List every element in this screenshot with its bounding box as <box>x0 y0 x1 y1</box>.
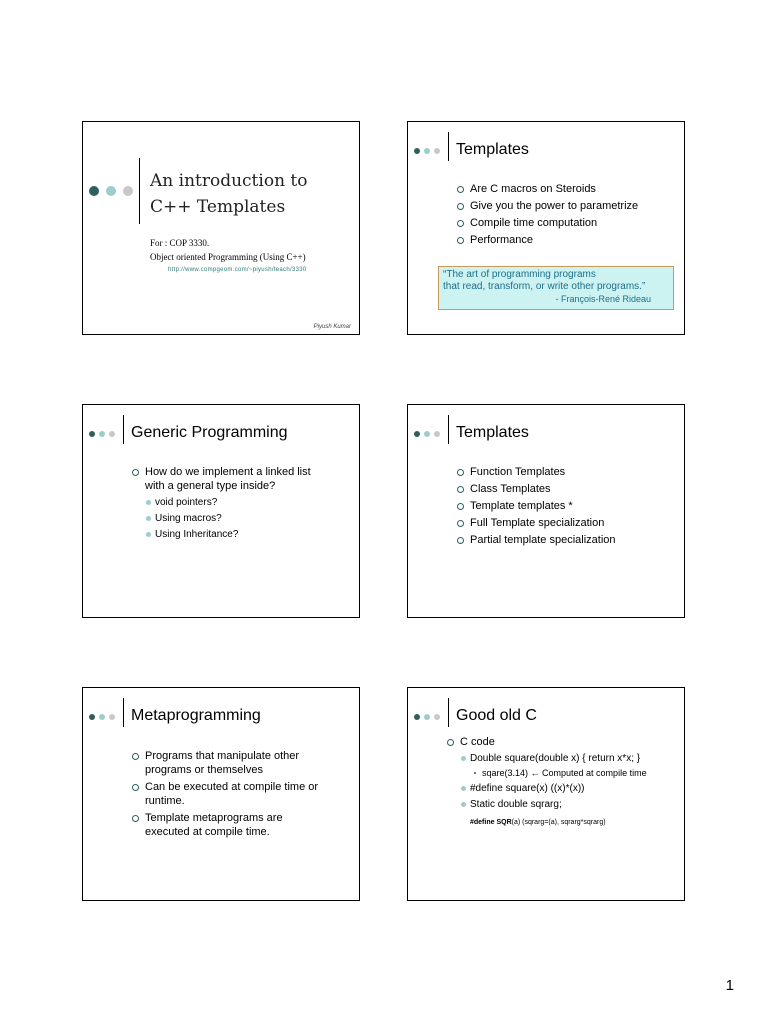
slide-dots-decoration <box>414 148 444 154</box>
title-divider <box>139 158 140 224</box>
bullet-list <box>446 735 495 752</box>
title-divider <box>123 698 124 727</box>
slide-dots-decoration <box>89 431 119 437</box>
list-item: Programs that manipulate other programs or themselves <box>131 749 318 777</box>
slide-dots-decoration <box>89 186 140 196</box>
list-item: Function Templates <box>456 465 616 479</box>
list-item: Template templates * <box>456 499 616 513</box>
slide-dots-decoration <box>414 714 444 720</box>
title-divider <box>123 415 124 444</box>
list-item: Are C macros on Steroids <box>456 182 638 196</box>
slide-dots-decoration <box>414 431 444 437</box>
author-name: Piyush Kumar <box>313 324 351 330</box>
slide-templates-intro <box>407 121 685 335</box>
bullet-list <box>456 465 616 550</box>
slide-intro <box>82 121 360 335</box>
quote-box: “The art of programming programs that read, transform, or write other programs.” - François-René Rideau <box>438 266 674 310</box>
bullet-list <box>131 749 318 842</box>
list-item: Partial template specialization <box>456 533 616 547</box>
bullet-list <box>131 465 311 496</box>
list-item: void pointers? <box>145 496 238 509</box>
slide-metaprogramming <box>82 687 360 901</box>
list-item: Template metaprograms are executed at compile time. <box>131 811 318 839</box>
list-item: Using macros? <box>145 512 238 525</box>
slide-templates-list <box>407 404 685 618</box>
course-url: http://www.compgeom.com/~piyush/teach/3330 <box>168 267 307 273</box>
bullet-list <box>456 182 638 250</box>
list-item: Double square(double x) { return x*x; } <box>460 752 640 765</box>
list-item: How do we implement a linked list with a general type inside? <box>131 465 311 493</box>
code-snippet: #define SQR(a) (sqrarg=(a), sqrarg*sqrarg) <box>470 819 606 826</box>
sub-bullet-list <box>145 496 238 544</box>
slide-title: Good old C <box>456 707 537 724</box>
slide-good-old-c <box>407 687 685 901</box>
page-number: 1 <box>725 977 734 994</box>
list-item: sqare(3.14) ← Computed at compile time <box>472 767 647 779</box>
slide-dots-decoration <box>89 714 119 720</box>
list-item: Can be executed at compile time or runtime. <box>131 780 318 808</box>
title-divider <box>448 415 449 444</box>
list-item: Class Templates <box>456 482 616 496</box>
slide-title: Templates <box>456 424 529 441</box>
slide-title: Generic Programming <box>131 424 288 441</box>
sub-bullet-list-2 <box>460 782 584 814</box>
slide-title: Metaprogramming <box>131 707 261 724</box>
slide-generic-programming <box>82 404 360 618</box>
list-item: Give you the power to parametrize <box>456 199 638 213</box>
list-item: Using Inheritance? <box>145 528 238 541</box>
title-divider <box>448 132 449 161</box>
slide-title: An introduction to C++ Templates <box>150 171 308 217</box>
slide-title: Templates <box>456 141 529 158</box>
list-item: #define square(x) ((x)*(x)) <box>460 782 584 795</box>
list-item: Static double sqrarg; <box>460 798 584 811</box>
list-item: Compile time computation <box>456 216 638 230</box>
list-item: C code <box>446 735 495 749</box>
title-divider <box>448 698 449 727</box>
sub-bullet-list <box>460 752 640 765</box>
quote-attribution: - François-René Rideau <box>555 294 651 304</box>
list-item: Performance <box>456 233 638 247</box>
list-item: Full Template specialization <box>456 516 616 530</box>
course-info: For : COP 3330. Object oriented Programming (Using C++) <box>150 238 306 262</box>
sub-sub-bullet-list <box>472 767 647 779</box>
